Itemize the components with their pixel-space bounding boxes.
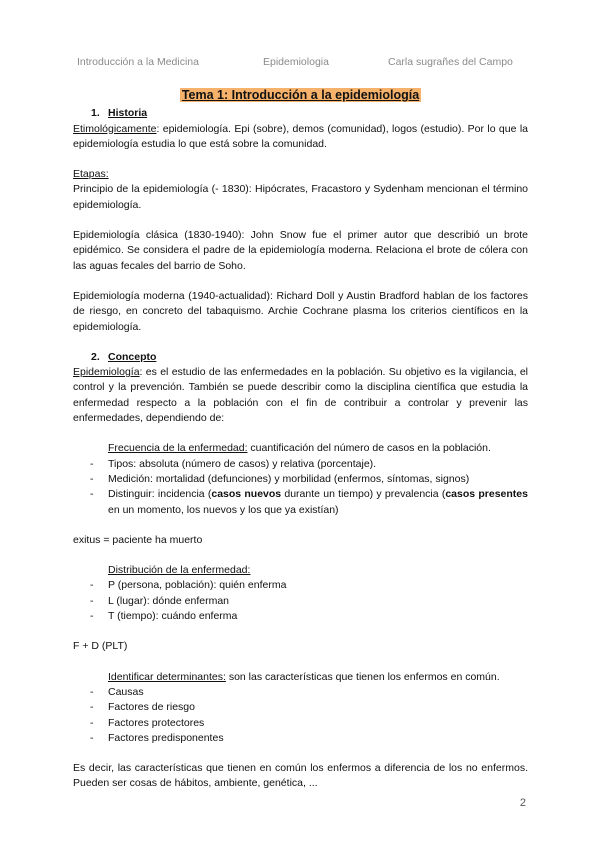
section-number: 1. bbox=[91, 107, 100, 120]
title-block bbox=[73, 88, 528, 104]
etapas-label: Etapas: bbox=[73, 168, 109, 181]
list-item: - Causas bbox=[90, 685, 144, 698]
list-item: - Factores protectores bbox=[90, 716, 205, 729]
determinants-list bbox=[73, 685, 528, 746]
frequency-text: cuantificación del número de casos en la población. bbox=[247, 442, 491, 455]
etapa-principio: Principio de la epidemiología (- 1830): Hipócrates, Fracastoro y Sydenham mencionan el término epidemiología. bbox=[73, 183, 528, 211]
etapa-moderna: Epidemiología moderna (1940-actualidad): Richard Doll y Austin Bradford hablan de los factores de riesgo, en concreto del tabaquismo. Archie Cochrane plasma los criterios científicos en la epidemiología. bbox=[73, 289, 528, 333]
list-item: - L (lugar): dónde enferman bbox=[90, 594, 230, 607]
page-header bbox=[0, 56, 600, 70]
etymology-term: Etimológicamente bbox=[73, 122, 157, 135]
page-number: 2 bbox=[519, 797, 526, 809]
distribution-list bbox=[73, 578, 528, 624]
frequency-heading bbox=[108, 441, 528, 456]
document-body bbox=[73, 88, 528, 792]
list-item: - Factores de riesgo bbox=[90, 701, 195, 714]
definition-term: Epidemiología bbox=[73, 366, 140, 379]
section-number: 2. bbox=[91, 350, 100, 363]
frequency-term: Frecuencia de la enfermedad: bbox=[108, 442, 248, 455]
list-item: - Medición: mortalidad (defunciones) y morbilidad (enfermos, síntomas, signos) bbox=[90, 472, 470, 485]
list-item: - Distinguir: incidencia (casos nuevos durante un tiempo) y prevalencia (casos presentes en un momento, los nuevos y los que ya existían) bbox=[90, 488, 528, 516]
header-subject: Epidemiologia bbox=[263, 56, 329, 68]
section-label: Concepto bbox=[108, 350, 157, 363]
section-label: Historia bbox=[108, 107, 148, 120]
definition-paragraph bbox=[73, 365, 528, 426]
list-item: - P (persona, población): quién enferma bbox=[90, 579, 287, 592]
section-heading-concepto bbox=[91, 350, 528, 365]
list-item: - Factores predisponentes bbox=[90, 731, 224, 744]
determinants-term: Identificar determinantes: bbox=[108, 670, 226, 683]
list-item: - T (tiempo): cuándo enferma bbox=[90, 610, 238, 623]
page-title: Tema 1: Introducción a la epidemiología bbox=[181, 88, 420, 102]
definition-text: : es el estudio de las enfermedades en la población. Su objetivo es la vigilancia, el control y la prevención. También se puede describir como la disciplina científica que estudia la enfermedad respecto a la población con el fin de contribuir a controlar y prevenir las enfermedades, dependiendo de: bbox=[73, 366, 528, 425]
etymology-paragraph bbox=[73, 122, 528, 153]
frequency-list bbox=[73, 457, 528, 518]
closing-paragraph: Es decir, las características que tienen en común los enfermos a diferencia de los no enfermos. Pueden ser cosas de hábitos, ambiente, genética, ... bbox=[73, 762, 528, 790]
exitus-note: exitus = paciente ha muerto bbox=[73, 533, 203, 546]
etymology-text: : epidemiología. Epi (sobre), demos (comunidad), logos (estudio). Por lo que la epidemiología estudia lo que está sobre la comunidad. bbox=[73, 122, 528, 150]
formula: F + D (PLT) bbox=[73, 640, 128, 653]
etapa-clasica: Epidemiología clásica (1830-1940): John Snow fue el primer autor que describió un brote epidémico. Se considera el padre de la epidemiología moderna. Relaciona el brote de cólera con las aguas fecales del barrio de Soho. bbox=[73, 229, 528, 272]
header-author: Carla sugrañes del Campo bbox=[388, 56, 513, 68]
list-item: - Tipos: absoluta (número de casos) y relativa (porcentaje). bbox=[90, 457, 377, 470]
determinants-heading bbox=[108, 670, 528, 685]
section-heading-historia bbox=[91, 106, 528, 121]
distribution-heading: Distribución de la enfermedad: bbox=[108, 564, 251, 577]
header-course: Introducción a la Medicina bbox=[77, 56, 199, 68]
determinants-text: son las características que tienen los enfermos en común. bbox=[225, 670, 500, 683]
